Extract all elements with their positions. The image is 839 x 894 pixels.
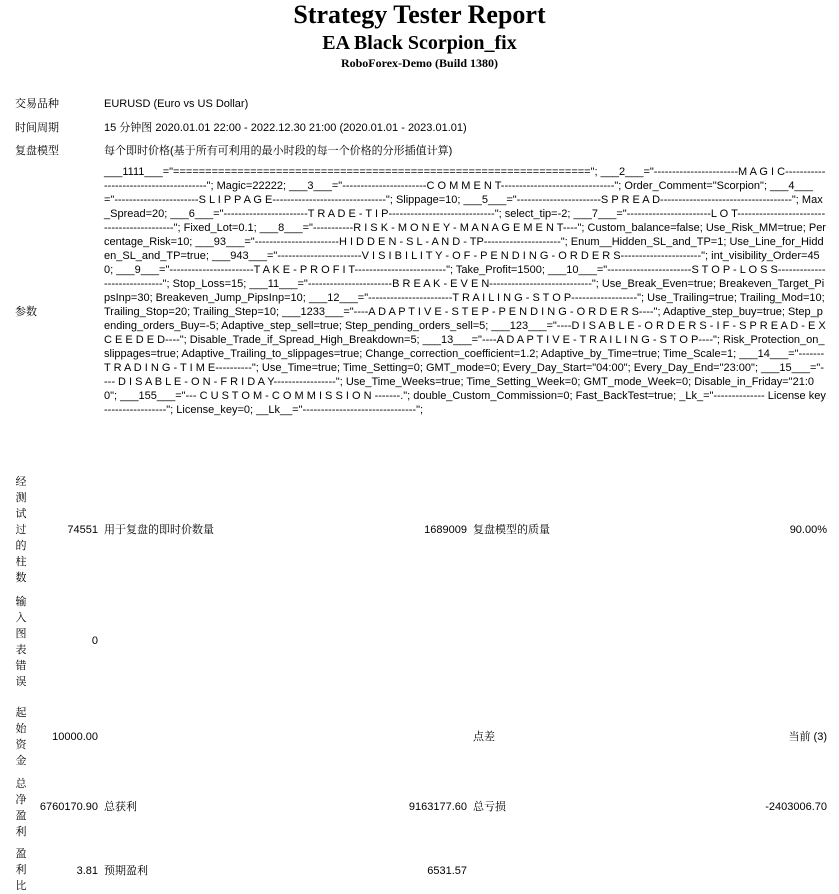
- symbol-label: 交易品种: [15, 98, 59, 110]
- params-label: 参数: [15, 306, 37, 318]
- gross-loss-value: -2403006.70: [765, 801, 827, 813]
- gross-loss-label: 总亏损: [473, 801, 506, 813]
- period-value: 15 分钟图 2020.01.01 22:00 - 2022.12.30 21:00 (2020.01.01 - 2023.01.01): [104, 122, 467, 134]
- broker-build: RoboForex-Demo (Build 1380): [340, 56, 499, 70]
- bars-value: 74551: [67, 524, 98, 536]
- net-profit-value: 6760170.90: [39, 801, 98, 813]
- ticks-value: 1689009: [424, 524, 467, 536]
- ticks-label: 用于复盘的即时价数量: [104, 524, 214, 536]
- ea-name: EA Black Scorpion_fix: [322, 32, 517, 54]
- params-value: ___1111___="================================================================="; ___2___="-----------------------M A G I C---------------------------------------"; Magic=22222; ___3___="-----------------------C O M M E N T-------------------------------"; Order_Comment="Scorpion"; ___4___="-----------------------S L I P P A G E-------------------------------"; Slippage=10; ___5___="-----------------------S P R E A D------------------------------------"; Max_Spread=20; ___6___="-----------------------T R A D E - T I P-----------------------------"; select_tip=-2; ___7___="-----------------------L O T-------------------------------------------"; Fixed_Lot=0.1; ___8___="-----------R I S K - M O N E Y - M A N A G E M E N T----"; Custom_balance=false; Use_Risk_MM=true; Percentage_Risk=10; ___93___="-----------------------H I D D E N - S L - A N D - TP---------------------"; Enum__Hidden_SL_and_TP=1; Use_Line_for_Hidden_SL_and_TP=true; ___943___="-----------------------V I S I B I L I T Y - O F - P E N D I N G - O R D E R S----------------------"; int_visibility_Order=450; ___9___="-----------------------T A K E - P R O F I T-------------------------"; Take_Profit=1500; ___10___="-----------------------S T O P - L O S S-----------------------------"; Stop_Loss=15; ___11___="-----------------------B R E A K - E V E N----------------------------"; Use_Break_Even=true; Breakeven_Target_PipsInp=30; Breakeven_Jump_PipsInp=10; ___12___="-----------------------T R A I L I N G - S T O P------------------"; Use_Trailing=true; Trailing_Mod=10; Trailing_Stop=20; Trailing_Step=10; ___1233___="----A D A P T I V E - S T E P - P E N D I N G - O R D E R S----"; Adaptive_step_buy=true; Step_pending_orders_Buy=-5; Adaptive_step_sell=true; Step_pending_orders_sell=5; ___123___="----D I S A B L E - O R D E R S - I F - S P R E A D - E X C E E D E D----"; Disable_Trade_if_Spread_High_Breakdown=5; ___13___="----A D A P T I V E - T R A I L I N G - S T O P----"; Risk_Protection_on_slippages=true; Adaptive_Trailing_to_slippages=true; Change_correction_coefficient=1.2; Adaptive_by_Time=true; Time_Scale=1; ___14___="-------T R A D I N G - T I M E----------"; Use_Time=true; Time_Setting=0; GMT_mode=0; Every_Day_Start="04:00"; Every_Day_End="23:00"; ___15___="---- D I S A B L E - O N - F R I D A Y-----------------"; Use_Time_Weeks=true; Time_Setting_Week=0; GMT_mode_Week=0; Disable_in_Friday="21:00"; ___155___="--- C U S T O M - C O M M I S S I O N -------."; double_Custom_Commission=0; Fast_BackTest=true; _Lk_="-------------- License key -----------------"; License_key=0; __Lk__="-------------------------------";: [104, 166, 826, 416]
- model-label: 复盘模型: [15, 145, 59, 157]
- deposit-label: 起 始 资 金: [15, 707, 27, 767]
- profit-factor-label: 盈 利 比: [15, 848, 27, 892]
- errors-label: 输 入 图 表 错 误: [15, 596, 27, 688]
- symbol-value: EURUSD (Euro vs US Dollar): [104, 98, 249, 110]
- errors-value: 0: [91, 635, 98, 647]
- spread-label: 点差: [473, 731, 495, 743]
- report-title: Strategy Tester Report: [293, 0, 546, 29]
- profit-factor-value: 3.81: [76, 865, 98, 877]
- expected-payoff-label: 预期盈利: [104, 865, 148, 877]
- period-label: 时间周期: [15, 122, 59, 134]
- net-profit-label: 总 净 盈 利: [15, 778, 27, 838]
- quality-label: 复盘模型的质量: [473, 524, 550, 536]
- quality-value: 90.00%: [789, 524, 827, 536]
- deposit-value: 10000.00: [52, 731, 98, 743]
- gross-profit-label: 总获利: [104, 801, 137, 813]
- gross-profit-value: 9163177.60: [408, 801, 467, 813]
- spread-value: 当前 (3): [788, 731, 827, 743]
- expected-payoff-value: 6531.57: [427, 865, 467, 877]
- model-value: 每个即时价格(基于所有可利用的最小时段的每一个价格的分形插值计算): [104, 145, 453, 157]
- bars-label: 经 测 试 过 的 柱 数: [15, 476, 27, 584]
